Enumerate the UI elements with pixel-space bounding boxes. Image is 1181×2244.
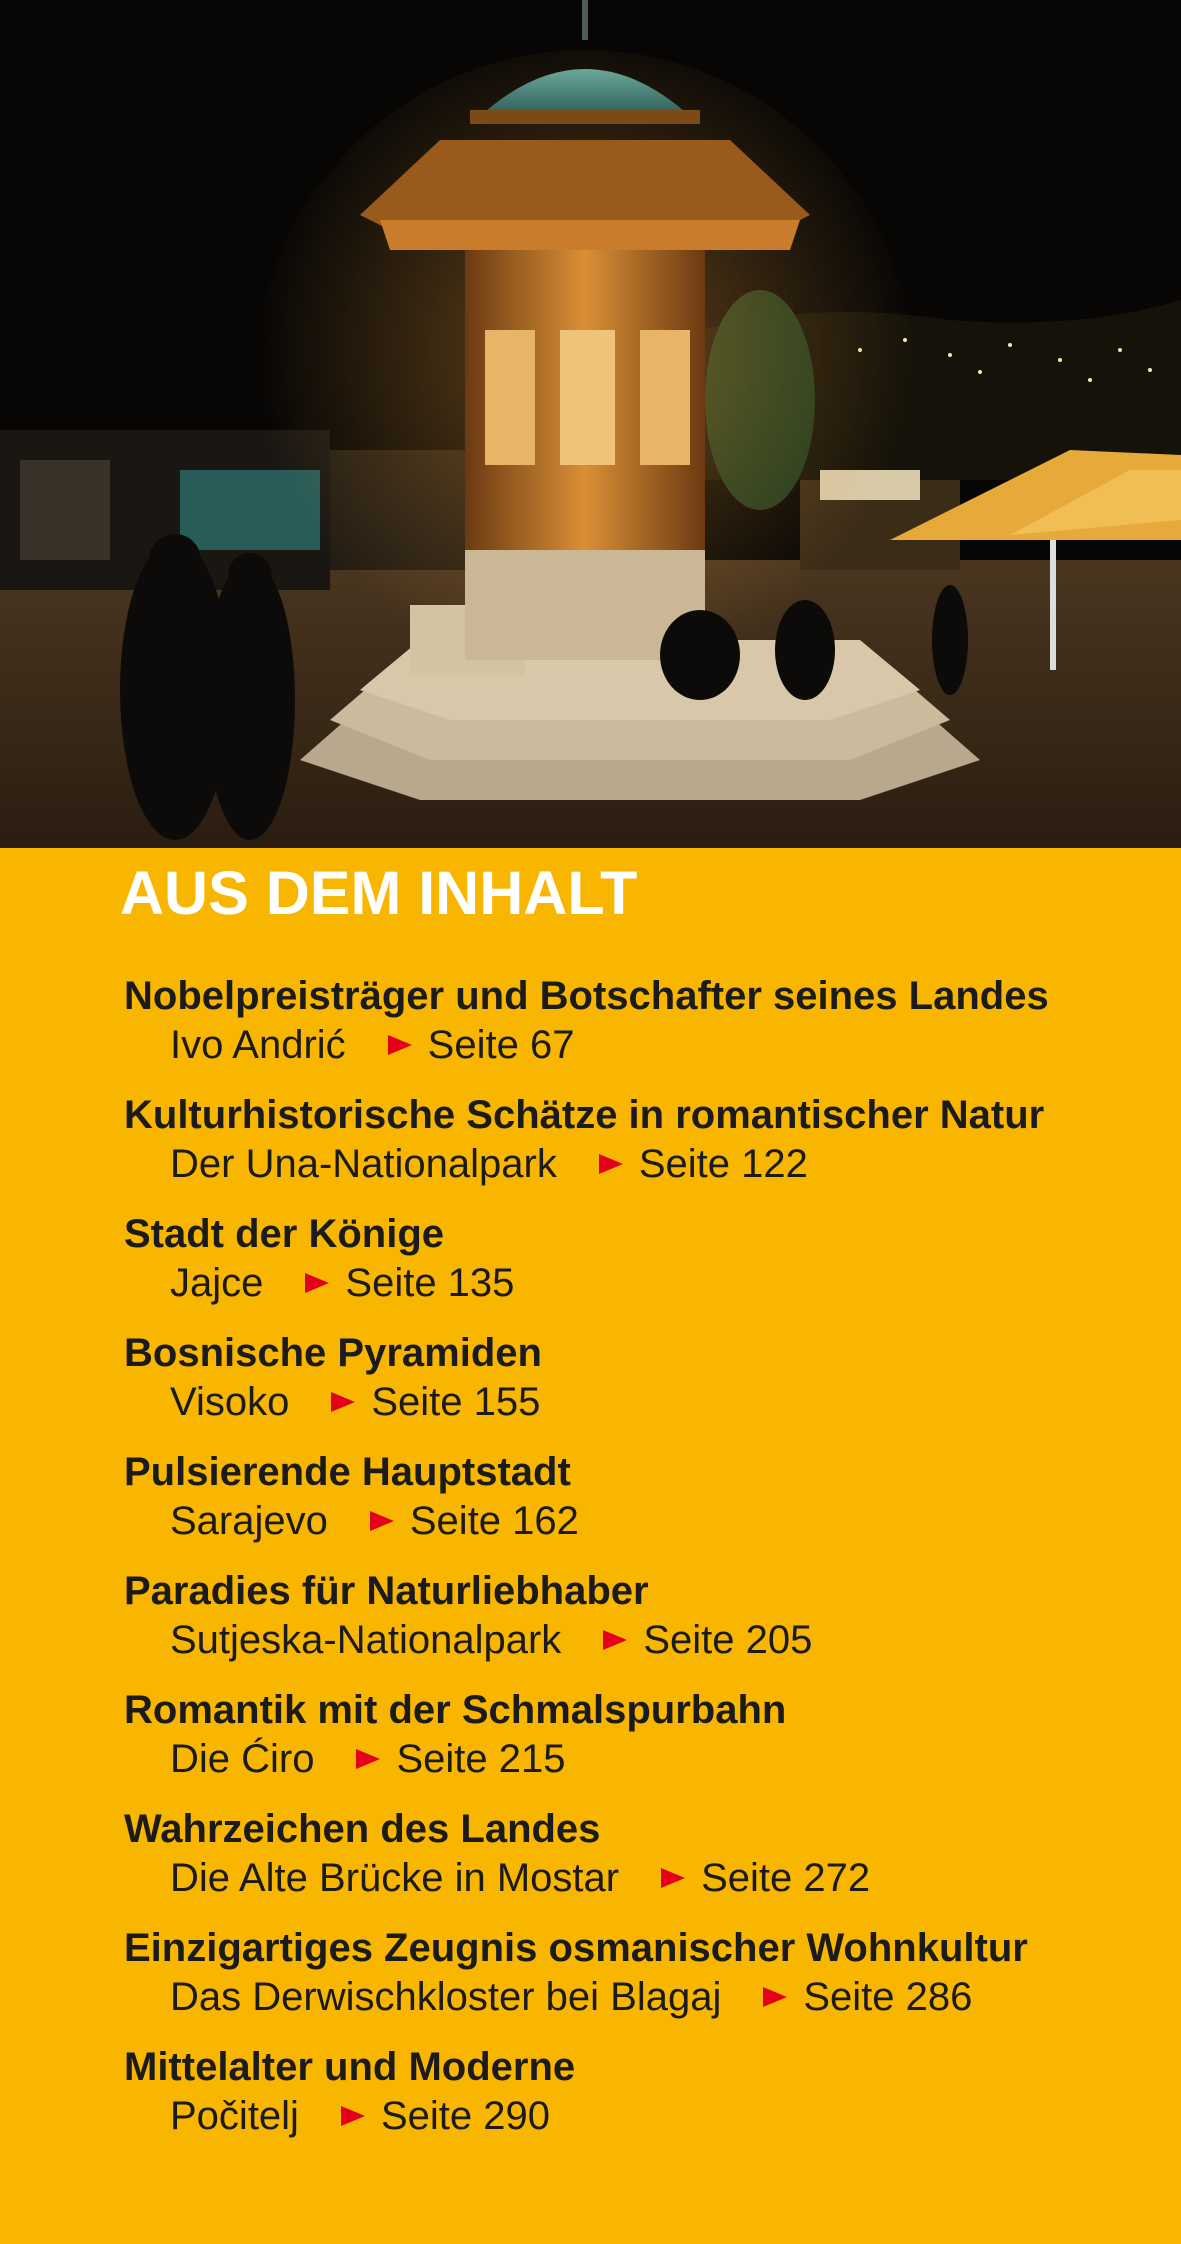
- sebilj-fountain-icon: [0, 0, 1181, 848]
- red-arrow-icon: [661, 1868, 685, 1888]
- entry-subline: [124, 1377, 1164, 1427]
- contents-list: [124, 972, 1164, 2162]
- entry-place: Ivo Andrić: [170, 1023, 346, 1067]
- entry-title: Mittelalter und Moderne: [124, 2045, 576, 2089]
- entry-place: Der Una-Nationalpark: [170, 1142, 557, 1186]
- cover-photo: [0, 0, 1181, 848]
- entry-page: Seite 162: [409, 1499, 579, 1543]
- entry-title: Nobelpreisträger und Botschafter seines Landes: [124, 974, 1049, 1018]
- entry-page: Seite 155: [371, 1380, 541, 1424]
- entry-subline: [124, 1020, 1164, 1070]
- red-arrow-icon: [388, 1035, 412, 1055]
- entry-page: Seite 290: [380, 2094, 550, 2138]
- entry-place: Die Ćiro: [170, 1737, 315, 1781]
- entry-title: Paradies für Naturliebhaber: [124, 1569, 649, 1613]
- red-arrow-icon: [331, 1392, 355, 1412]
- entry-title: Stadt der Könige: [124, 1212, 445, 1256]
- entry-page: Seite 135: [345, 1261, 515, 1305]
- entry-subline: [124, 2091, 1164, 2141]
- contents-heading: AUS DEM INHALT: [120, 859, 638, 927]
- entry-title: Kulturhistorische Schätze in romantischer Natur: [124, 1093, 1045, 1137]
- entry-subline: [124, 1258, 1164, 1308]
- red-arrow-icon: [305, 1273, 329, 1293]
- entry-place: Die Alte Brücke in Mostar: [170, 1856, 620, 1900]
- contents-panel: [0, 848, 1181, 2244]
- entry-page: Seite 122: [638, 1142, 808, 1186]
- red-arrow-icon: [603, 1630, 627, 1650]
- entry-subline: [124, 1853, 1164, 1903]
- entry-title: Pulsierende Hauptstadt: [124, 1450, 571, 1494]
- list-item: [124, 1805, 1164, 1924]
- list-item: [124, 1210, 1164, 1329]
- red-arrow-icon: [763, 1987, 787, 2007]
- list-item: [124, 972, 1164, 1091]
- list-item: [124, 1924, 1164, 2043]
- list-item: [124, 1329, 1164, 1448]
- entry-page: Seite 272: [701, 1856, 871, 1900]
- entry-place: Das Derwischkloster bei Blagaj: [170, 1975, 722, 2019]
- entry-place: Visoko: [170, 1380, 290, 1424]
- entry-page: Seite 215: [396, 1737, 566, 1781]
- entry-subline: [124, 1496, 1164, 1546]
- entry-page: Seite 67: [427, 1023, 575, 1067]
- list-item: [124, 1091, 1164, 1210]
- entry-place: Sarajevo: [170, 1499, 328, 1543]
- list-item: [124, 1686, 1164, 1805]
- entry-title: Wahrzeichen des Landes: [124, 1807, 601, 1851]
- entry-subline: [124, 1972, 1164, 2022]
- entry-place: Počitelj: [170, 2094, 299, 2138]
- entry-title: Bosnische Pyramiden: [124, 1331, 542, 1375]
- entry-page: Seite 286: [803, 1975, 973, 2019]
- red-arrow-icon: [341, 2106, 365, 2126]
- list-item: [124, 2043, 1164, 2162]
- red-arrow-icon: [599, 1154, 623, 1174]
- red-arrow-icon: [356, 1749, 380, 1769]
- entry-title: Einzigartiges Zeugnis osmanischer Wohnkultur: [124, 1926, 1028, 1970]
- entry-page: Seite 205: [643, 1618, 813, 1662]
- entry-subline: [124, 1139, 1164, 1189]
- entry-place: Sutjeska-Nationalpark: [170, 1618, 562, 1662]
- entry-title: Romantik mit der Schmalspurbahn: [124, 1688, 787, 1732]
- red-arrow-icon: [370, 1511, 394, 1531]
- list-item: [124, 1448, 1164, 1567]
- entry-subline: [124, 1734, 1164, 1784]
- list-item: [124, 1567, 1164, 1686]
- entry-place: Jajce: [170, 1261, 264, 1305]
- entry-subline: [124, 1615, 1164, 1665]
